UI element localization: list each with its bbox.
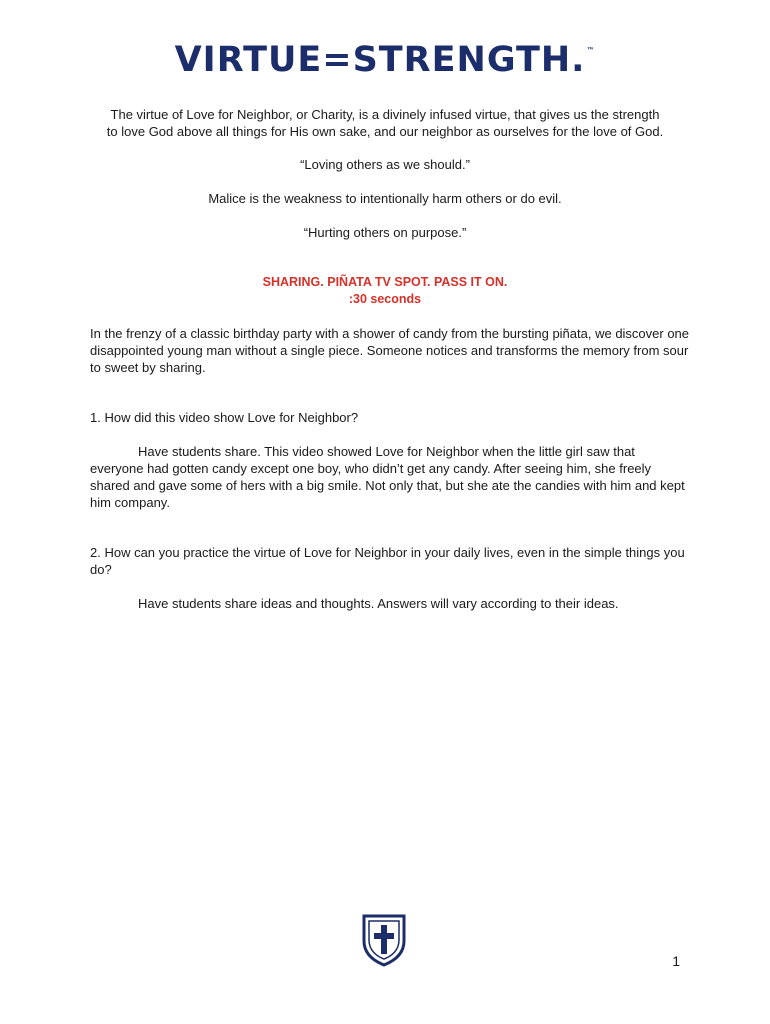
logo-text: VIRTUE=STRENGTH. [174,40,586,80]
intro-line-2: to love God above all things for His own sake, and our neighbor as ourselves for the love of God. [106,124,664,139]
page-number: 1 [672,953,680,969]
question-2: 2. How can you practice the virtue of Love for Neighbor in your daily lives, even in the simple things you do? [90,545,685,577]
spot-title: SHARING. PIÑATA TV SPOT. PASS IT ON. [262,275,508,289]
trademark-symbol: ™ [586,46,596,55]
answer-2: Have students share ideas and thoughts. Answers will vary according to their ideas. [138,596,619,611]
malice-definition: Malice is the weakness to intentionally harm others or do evil. [208,191,562,206]
question-1: 1. How did this video show Love for Neighbor? [90,410,359,425]
malice-quote: “Hurting others on purpose.” [303,225,467,240]
answer-1: Have students share. This video showed Love for Neighbor when the little girl saw that everyone had gotten candy except one boy, who didn’t get any candy. After seeing him, she freely shared and gave some of hers with a big smile. Not only that, but she ate the candies with him and kept him company. [90,444,685,510]
virtue-strength-logo [0,40,770,80]
spot-duration: :30 seconds [348,292,422,306]
intro-line-1: The virtue of Love for Neighbor, or Charity, is a divinely infused virtue, that gives us the strength [110,107,660,122]
shield-cross-icon [361,913,407,967]
love-definition-quote: “Loving others as we should.” [300,157,470,172]
spot-description: In the frenzy of a classic birthday party with a shower of candy from the bursting piñata, we discover one disappointed young man without a single piece. Someone notices and transforms the memory from sour to sweet by sharing. [90,326,690,375]
intro-paragraph [60,106,710,140]
